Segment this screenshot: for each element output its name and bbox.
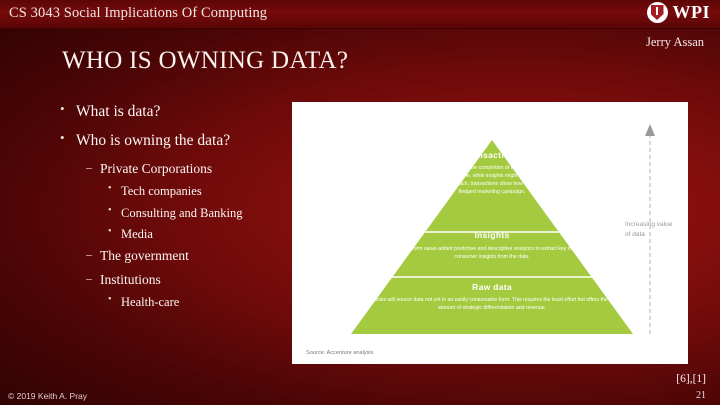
wpi-logo: [647, 2, 711, 23]
list-item: • Tech companies: [108, 184, 295, 198]
list-item: • Health-care: [108, 295, 295, 309]
list-item: • Who is owning the data?: [60, 132, 295, 150]
shield-shape: [651, 5, 664, 20]
list-item: • Consulting and Banking: [108, 206, 295, 220]
tier-body-insights: Firms perform value-added predictive and descriptive analytics to extract key market and consumer insights from the data.: [390, 246, 594, 261]
list-item: – The government: [86, 248, 295, 264]
data-value-pyramid-figure: [292, 102, 688, 364]
tier-label-transactions: Transactions: [463, 150, 521, 160]
author-name: Jerry Assan: [646, 35, 704, 49]
list-item: • Media: [108, 227, 295, 241]
axis-label-increasing-value: Increasing value of data: [625, 221, 673, 238]
citation-references: [6],[1]: [676, 373, 706, 385]
bullet-list: [60, 103, 295, 317]
tier-label-insights: Insights: [474, 230, 510, 240]
wpi-logo-text: WPI: [672, 2, 710, 22]
tier-label-raw-data: Raw data: [472, 282, 512, 292]
course-title: CS 3043 Social Implications Of Computing: [9, 5, 268, 21]
wpi-shield-icon: [647, 2, 668, 23]
copyright-notice: © 2019 Keith A. Pray: [8, 391, 88, 401]
tier-body-transactions: Transactions drive the completion of end-to-end business processes. For example, while insights might reveal the best target-marketing approach, transactions show how to execute a full-fledged marketing campaign.: [414, 165, 570, 196]
list-item: – Institutions: [86, 272, 295, 288]
list-item: • What is data?: [60, 103, 295, 121]
list-item: – Private Corporations: [86, 161, 295, 177]
page-title: WHO IS OWNING DATA?: [62, 47, 349, 74]
tier-body-raw-data: Companies will source data not yet in an easily consumable form. This requires the least effort but offers the lowest amount of strategic differentiation and revenue.: [360, 297, 624, 312]
figure-source-note: Source: Accenture analysis: [306, 350, 374, 356]
page-number: 21: [696, 390, 706, 401]
slide-header-bar: [0, 0, 720, 29]
